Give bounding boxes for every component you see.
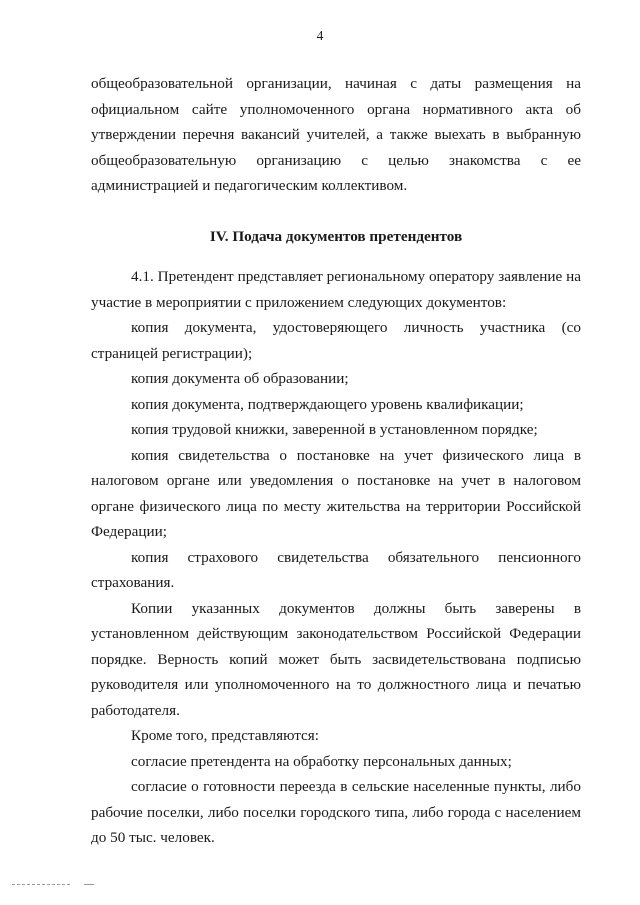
section-heading: IV. Подача документов претендентов [209, 227, 463, 245]
footer-rule-mark [84, 884, 94, 885]
paragraph-continuation: общеобразовательной организации, начиная с даты размещения на официальном сайте уполномоченного органа нормативного акта об утверждении перечня вакансий учителей, а также выехать в выбранную общеобразовательную организацию с целью знакомства с ее администрацией и педагогическим коллективом. [91, 75, 581, 194]
list-item-relocation-consent: согласие о готовности переезда в сельские населенные пункты, либо рабочие поселки, либо поселки городского типа, либо города с населением до 50 тыс. человек. [91, 778, 581, 846]
list-item-employment-record: копия трудовой книжки, заверенной в установленном порядке; [131, 421, 538, 438]
paragraph-4-1: 4.1. Претендент представляет региональному оператору заявление на участие в мероприятии с приложением следующих документов: [91, 268, 581, 311]
paragraph-additionally: Кроме того, представляются: [131, 727, 319, 744]
list-item-personal-data-consent: согласие претендента на обработку персональных данных; [131, 752, 512, 770]
paragraph-copies-certification: Копии указанных документов должны быть заверены в установленном действующим законодательством Российской Федерации порядке. Верность копий может быть засвидетельствована подписью руководителя или уполномоченного на то должностного лица и печатью работодателя. [91, 599, 581, 719]
list-item-identity-document: копия документа, удостоверяющего личность участника (со страницей регистрации); [91, 319, 581, 362]
list-item-pension-certificate: копия страхового свидетельства обязательного пенсионного страхования. [91, 548, 581, 591]
footer-rule [12, 884, 70, 885]
document-body [91, 71, 581, 851]
list-item-education-document: копия документа об образовании; [131, 370, 349, 387]
page-number: 4 [316, 28, 324, 43]
list-item-qualification-document: копия документа, подтверждающего уровень квалификации; [131, 395, 524, 413]
list-item-tax-certificate: копия свидетельства о постановке на учет физического лица в налоговом органе или уведомления о постановке на учет в налоговом органе физического лица по месту жительства на территории Российской Федерации; [91, 446, 581, 540]
